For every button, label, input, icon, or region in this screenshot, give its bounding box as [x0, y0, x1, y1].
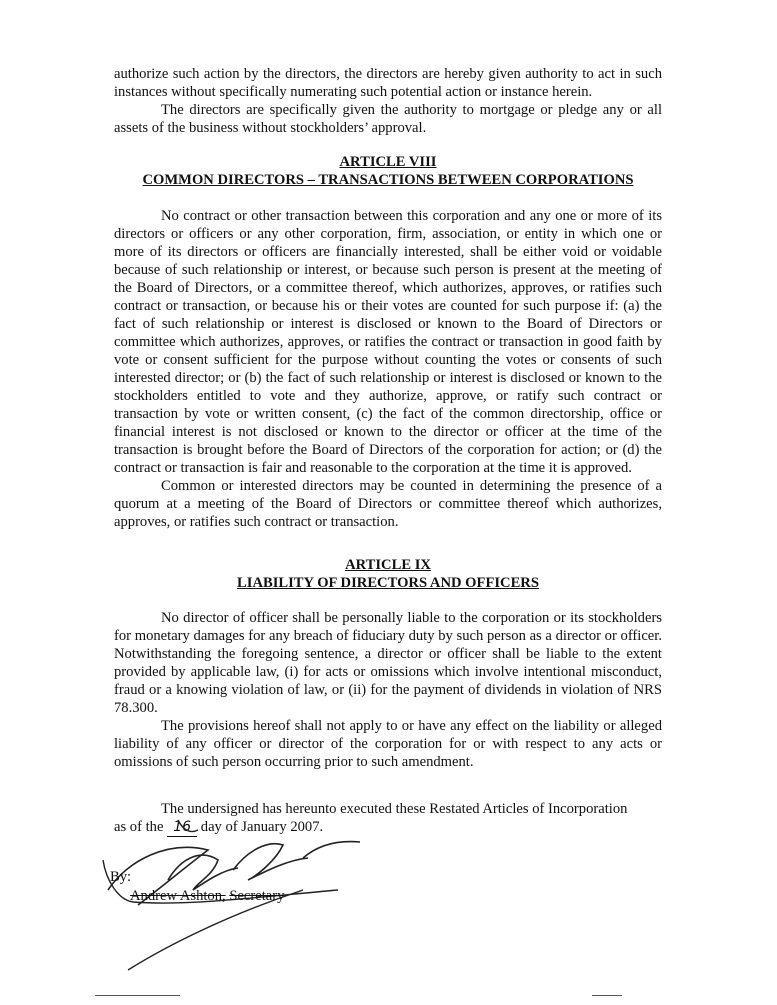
article-9-body	[114, 609, 662, 771]
article-8-title: COMMON DIRECTORS – TRANSACTIONS BETWEEN CORPORATIONS	[142, 172, 634, 188]
intro-paragraph-2: The directors are specifically given the authority to mortgage or pledge any or all assets of the business without stockholders’ approval.	[114, 102, 662, 136]
article-9-paragraph-2: The provisions hereof shall not apply to or have any effect on the liability or alleged liability of any officer or director of the corporation for or with respect to any acts or omissions of such person occurring prior to such amendment.	[114, 718, 662, 770]
handwritten-day: 16	[167, 818, 197, 837]
article-9-heading	[114, 556, 662, 592]
date-suffix: day of January 2007.	[200, 819, 324, 835]
article-9-number: ARTICLE IX	[345, 557, 431, 573]
footer-rule-right	[592, 995, 622, 996]
article-8-paragraph-2: Common or interested directors may be counted in determining the presence of a quorum at a meeting of the Board of Directors or committee thereof which authorizes, approves, or ratifies such contract or transaction.	[114, 478, 662, 530]
article-8-number: ARTICLE VIII	[339, 154, 437, 170]
signer-name-title	[130, 887, 284, 905]
article-8-paragraph-1: No contract or other transaction between this corporation and any one or more of its directors or officers or any other corporation, firm, association, or entity in which one or more of its directors or officers are financially interested, shall be either void or voidable because of such relationship or interest, or because such person is present at the meeting of the Board of Directors, or a committee thereof, which authorizes, approves, or ratifies such contract or transaction, or because his or their votes are counted for such purpose if: (a) the fact of such relationship or interest is disclosed or known to the Board of Directors or committee which authorizes, approves, or ratifies the contract or transaction in good faith by vote or consent sufficient for the purpose without counting the votes or consents of such interested director; or (b) the fact of such relationship or interest is disclosed or known to the stockholders entitled to vote and they authorize, approve, or ratify such contract or transaction by vote or written consent, (c) the fact of the common directorship, office or financial interest is not disclosed or known to the director or officer at the time of the transaction is brought before the Board of Directors of the corporation for action; or (d) the contract or transaction is fair and reasonable to the corporation at the time it is approved.	[114, 208, 662, 476]
signer-name: Andrew Ashton,	[130, 888, 226, 904]
closing-section	[114, 800, 662, 818]
article-8-heading	[114, 153, 662, 189]
article-8-body	[114, 207, 662, 531]
article-9-title: LIABILITY OF DIRECTORS AND OFFICERS	[237, 575, 539, 591]
closing-statement: The undersigned has hereunto executed these Restated Articles of Incorporation	[161, 801, 628, 817]
footer-rule-left	[95, 995, 180, 996]
date-prefix: as of the	[114, 819, 164, 835]
signer-title: Secretary	[229, 888, 285, 904]
intro-paragraph-1: authorize such action by the directors, the directors are hereby given authority to act in such instances without specifically numerating such potential action or instance herein.	[114, 66, 662, 100]
intro-section	[114, 65, 662, 137]
by-label: By:	[110, 869, 132, 885]
article-9-paragraph-1: No director of officer shall be personally liable to the corporation or its stockholders for monetary damages for any breach of fiduciary duty by such person as a director or officer. Notwithstanding the foregoing sentence, a director or officer shall be liable to the extent provided by applicable law, (i) for acts or omissions which involve intentional misconduct, fraud or a knowing violation of law, or (ii) for the payment of dividends in violation of NRS 78.300.	[114, 610, 662, 716]
